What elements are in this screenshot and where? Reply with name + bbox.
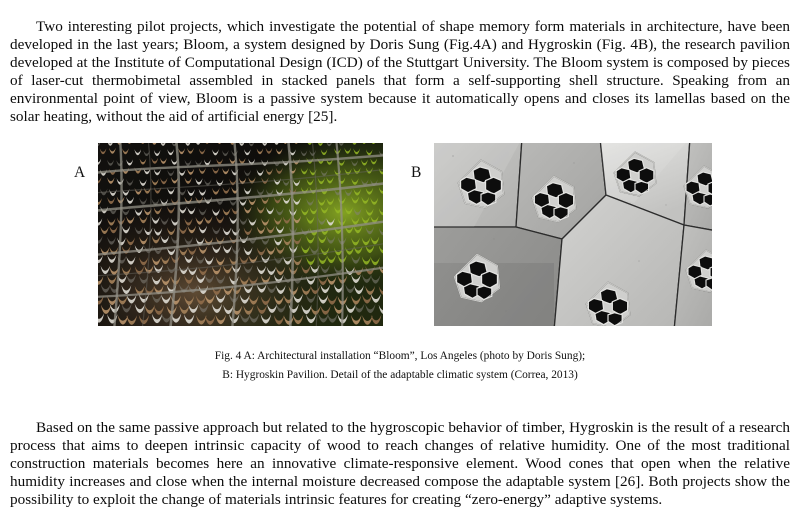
hygroskin-pavilion-photo bbox=[434, 143, 712, 326]
figure-image-a bbox=[98, 143, 383, 326]
paragraph-hygroskin: Based on the same passive approach but related to the hygroscopic behavior of timber, Hygroskin is the result of a research process that aims to deepen intrinsic capacity of wood to reach changes of relative humidity. One of the most traditional construction materials becomes here an innovative climate-responsive element. Wood cones that open when the relative humidity increases and close when the internal moisture decreased compose the adaptable system [26]. Both projects show the possibility to exploit the change of materials intrinsic features for creating “zero-energy” adaptive systems. bbox=[10, 419, 790, 508]
figure-4-band bbox=[0, 143, 800, 326]
figure-image-b bbox=[434, 143, 712, 326]
figure-caption-line-2: B: Hygroskin Pavilion. Detail of the adaptable climatic system (Correa, 2013) bbox=[222, 369, 578, 381]
figure-caption-line-1: Fig. 4 A: Architectural installation “Bloom”, Los Angeles (photo by Doris Sung); bbox=[214, 350, 586, 362]
figure-label-b: B bbox=[411, 164, 422, 181]
bloom-installation-photo bbox=[98, 143, 383, 326]
paragraph-intro: Two interesting pilot projects, which investigate the potential of shape memory form materials in architecture, have been developed in the last years; Bloom, a system designed by Doris Sung (Fig.4A) and Hygroskin (Fig. 4B), the research pavilion developed at the Institute of Computational Design (ICD) of the Stuttgart University. The Bloom system is composed by pieces of laser-cut thermobimetal assembled in stacked panels that form a self-supporting shell structure. Speaking from an environmental point of view, Bloom is a passive system because it automatically opens and closes its lamellas based on the solar heating, without the aid of artificial energy [25]. bbox=[10, 18, 790, 125]
figure-label-a: A bbox=[74, 164, 86, 181]
